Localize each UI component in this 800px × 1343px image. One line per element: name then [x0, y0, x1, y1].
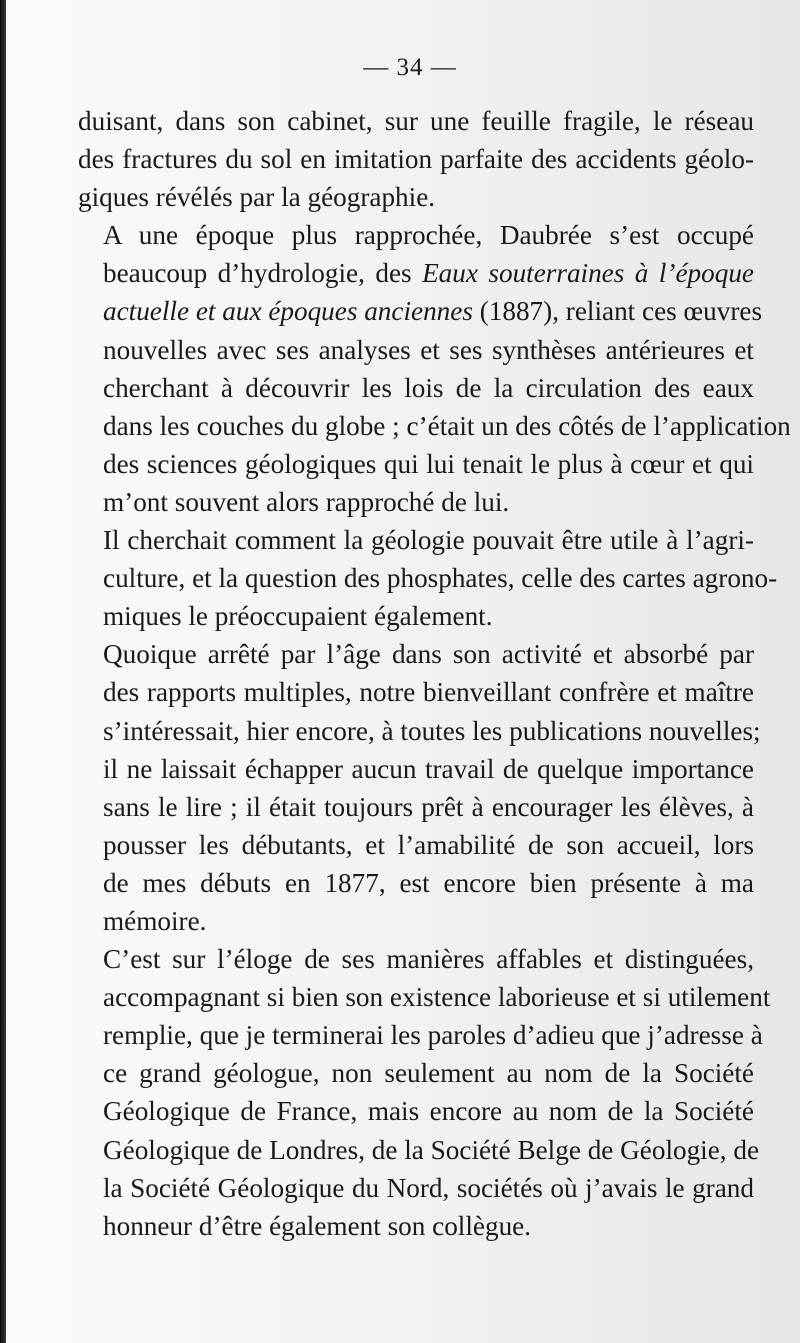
text-line: des fractures du sol en imitation parfaite des accidents géolo-: [78, 144, 754, 175]
text-line: s’intéressait, hier encore, à toutes les publications nouvelles;: [103, 715, 761, 746]
text-line: accompagnant si bien son existence laborieuse et si utilement: [103, 982, 771, 1013]
text-line: actuelle et aux époques anciennes (1887), reliant ces œuvres: [103, 296, 763, 327]
text-line: beaucoup d’hydrologie, des Eaux souterraines à l’époque: [103, 258, 754, 289]
paragraph: [78, 635, 761, 940]
paragraph: [78, 940, 771, 1245]
text-line: des sciences géologiques qui lui tenait le plus à cœur et qui: [103, 448, 754, 479]
text-line: m’ont souvent alors rapproché de lui.: [103, 486, 510, 517]
paragraph: [78, 521, 778, 635]
text-line: duisant, dans son cabinet, sur une feuille fragile, le réseau: [78, 106, 754, 136]
text-line: Géologique de Londres, de la Société Belge de Géologie, de: [103, 1134, 760, 1165]
text-line: Géologique de France, mais encore au nom de la Société: [103, 1096, 754, 1127]
text-line: giques révélés par la géographie.: [78, 182, 436, 213]
text-line: nouvelles avec ses analyses et ses synthèses antérieures et: [103, 334, 754, 365]
text-line: pousser les débutants, et l’amabilité de son accueil, lors: [103, 829, 754, 860]
book-gutter-shadow: [0, 0, 6, 1343]
text-line: honneur d’être également son collègue.: [103, 1210, 532, 1241]
text-line: des rapports multiples, notre bienveillant confrère et maître: [103, 677, 754, 708]
text-line: C’est sur l’éloge de ses manières affables et distinguées,: [103, 944, 754, 975]
paragraph: [78, 216, 791, 521]
book-title-italic: actuelle et aux époques anciennes: [103, 296, 473, 327]
text-line: culture, et la question des phosphates, celle des cartes agrono-: [103, 563, 778, 594]
text-line: A une époque plus rapprochée, Daubrée s’est occupé: [103, 220, 754, 251]
text-line: remplie, que je terminerai les paroles d’adieu que j’adresse à: [103, 1020, 763, 1051]
text-line: de mes débuts en 1877, est encore bien présente à ma: [103, 867, 754, 898]
page-number: — 34 —: [363, 54, 457, 81]
text-line: Il cherchait comment la géologie pouvait être utile à l’agri-: [103, 525, 754, 556]
text-line: mémoire.: [103, 905, 207, 936]
text-line: cherchant à découvrir les lois de la circulation des eaux: [103, 372, 754, 403]
text-line: dans les couches du globe ; c’était un des côtés de l’application: [103, 410, 791, 441]
text-line: sans le lire ; il était toujours prêt à encourager les élèves, à: [103, 791, 754, 822]
text-line: miques le préoccupaient également.: [103, 601, 493, 632]
text-line: la Société Géologique du Nord, sociétés où j’avais le grand: [103, 1172, 754, 1203]
book-title-italic: Eaux souterraines à l’époque: [422, 258, 754, 289]
text-line: Quoique arrêté par l’âge dans son activité et absorbé par: [103, 639, 754, 670]
text-line: il ne laissait échapper aucun travail de quelque importance: [103, 753, 754, 784]
text-line: ce grand géologue, non seulement au nom de la Société: [103, 1058, 754, 1089]
body-text: [78, 102, 791, 1245]
paragraph: [78, 102, 754, 216]
